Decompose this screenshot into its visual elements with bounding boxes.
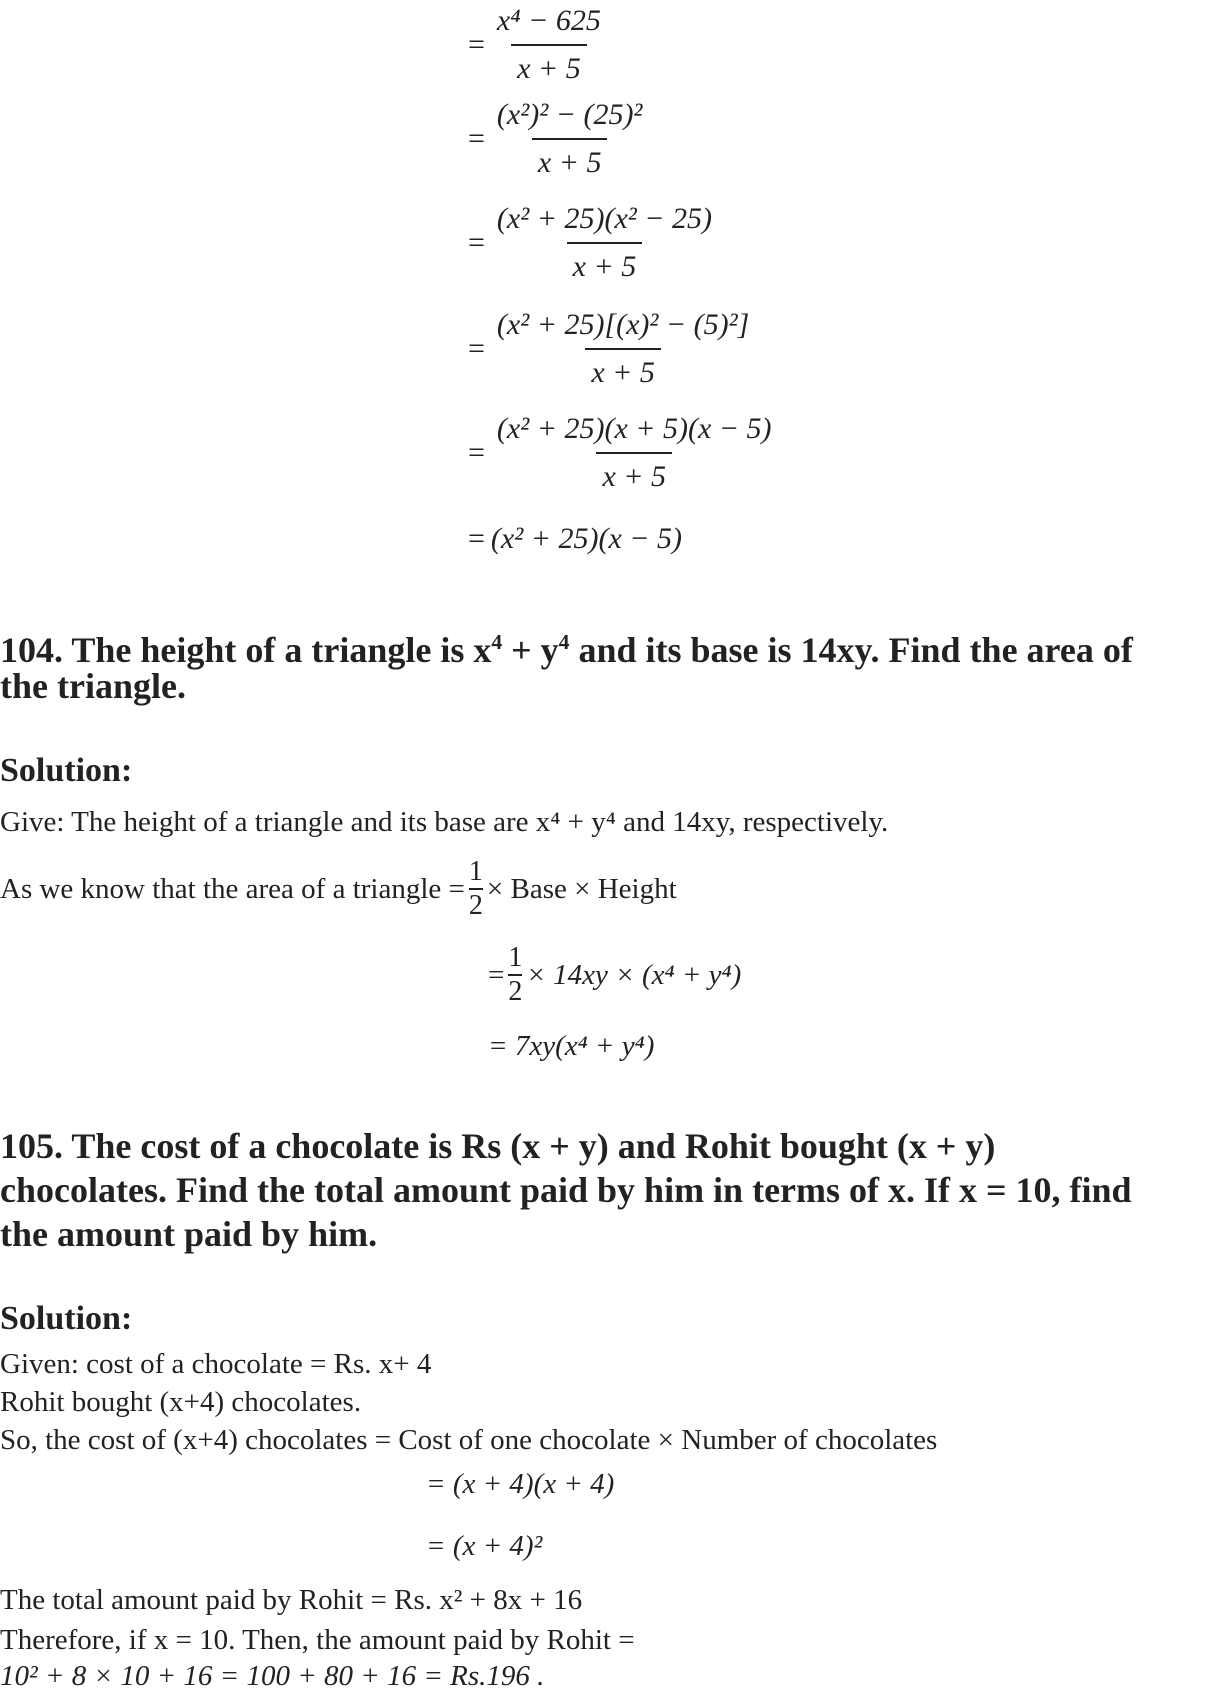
step-5-denominator: x + 5 — [596, 452, 672, 496]
solution-105-step-2: = (x + 4)² — [426, 1530, 543, 1562]
question-104-title-line2: the triangle. — [0, 666, 186, 706]
step-2-denominator: x + 5 — [532, 138, 608, 182]
solution-105-line-3: So, the cost of (x+4) chocolates = Cost of one chocolate × Number of chocolates — [0, 1424, 938, 1456]
solution-105-line-1: Given: cost of a chocolate = Rs. x+ 4 — [0, 1348, 432, 1380]
solution-105-final: 10² + 8 × 10 + 16 = 100 + 80 + 16 = Rs.196 . — [0, 1660, 545, 1692]
step-3-numerator: (x² + 25)(x² − 25) — [496, 202, 712, 235]
solution-105-therefore: Therefore, if x = 10. Then, the amount paid by Rohit = — [0, 1624, 635, 1656]
derivation-final: = (x² + 25)(x − 5) — [468, 522, 682, 555]
derivation-step-4: = $\frac{\text{(x² + 25)[(x)² − (5)²]}}{x + 5}$ — [468, 306, 755, 392]
solution-104-area-formula: As we know that the area of a triangle = $\frac{1}{2}$ × Base × Height — [0, 856, 677, 921]
step-3-denominator: x + 5 — [567, 242, 643, 286]
step-1-numerator: x⁴ − 625 — [496, 4, 601, 37]
solution-104-given: Give: The height of a triangle and its base are x⁴ + y⁴ and 14xy, respectively. — [0, 806, 889, 838]
solution-105-label: Solution: — [0, 1300, 133, 1337]
derivation-step-3: = $\frac{\text{(x² + 25)(x² − 25)}}{x + 5}$ — [468, 200, 718, 286]
step-4-numerator: (x² + 25)[(x)² − (5)²] — [496, 308, 750, 341]
step-2-numerator: (x²)² − (25)² — [496, 98, 643, 131]
step-5-numerator: (x² + 25)(x + 5)(x − 5) — [496, 412, 772, 445]
question-104-title: 104. The height of a triangle is $x^4 + y^4$ and its base is 14xy. Find the area of — [0, 630, 1133, 670]
question-105-title-line3: the amount paid by him. — [0, 1214, 378, 1254]
question-105-title-line2: chocolates. Find the total amount paid by him in terms of x. If x = 10, find — [0, 1170, 1132, 1210]
derivation-step-5: = $\frac{\text{(x² + 25)(x + 5)(x − 5)}}{x + 5}$ — [468, 410, 778, 496]
question-105-title-line1: 105. The cost of a chocolate is Rs (x + y) and Rohit bought (x + y) — [0, 1126, 996, 1166]
step-4-denominator: x + 5 — [585, 348, 661, 392]
solution-105-line-2: Rohit bought (x+4) chocolates. — [0, 1386, 362, 1418]
step-1-denominator: x + 5 — [511, 44, 587, 88]
solution-104-step-1: = $\frac{1}{2}$ × 14xy × (x⁴ + y⁴) — [488, 942, 742, 1007]
solution-104-step-2: = 7xy(x⁴ + y⁴) — [488, 1030, 655, 1062]
derivation-final-expression: (x² + 25)(x − 5) — [490, 522, 682, 555]
solution-104-label: Solution: — [0, 752, 133, 789]
derivation-step-1: = $\frac{\text{x⁴ − 625}}{x + 5}$ — [468, 2, 607, 88]
solution-105-total: The total amount paid by Rohit = Rs. x² + 8x + 16 — [0, 1584, 583, 1616]
solution-105-step-1: = (x + 4)(x + 4) — [426, 1468, 615, 1500]
derivation-step-2: = $\frac{\text{(x²)² − (25)²}}{x + 5}$ — [468, 96, 648, 182]
